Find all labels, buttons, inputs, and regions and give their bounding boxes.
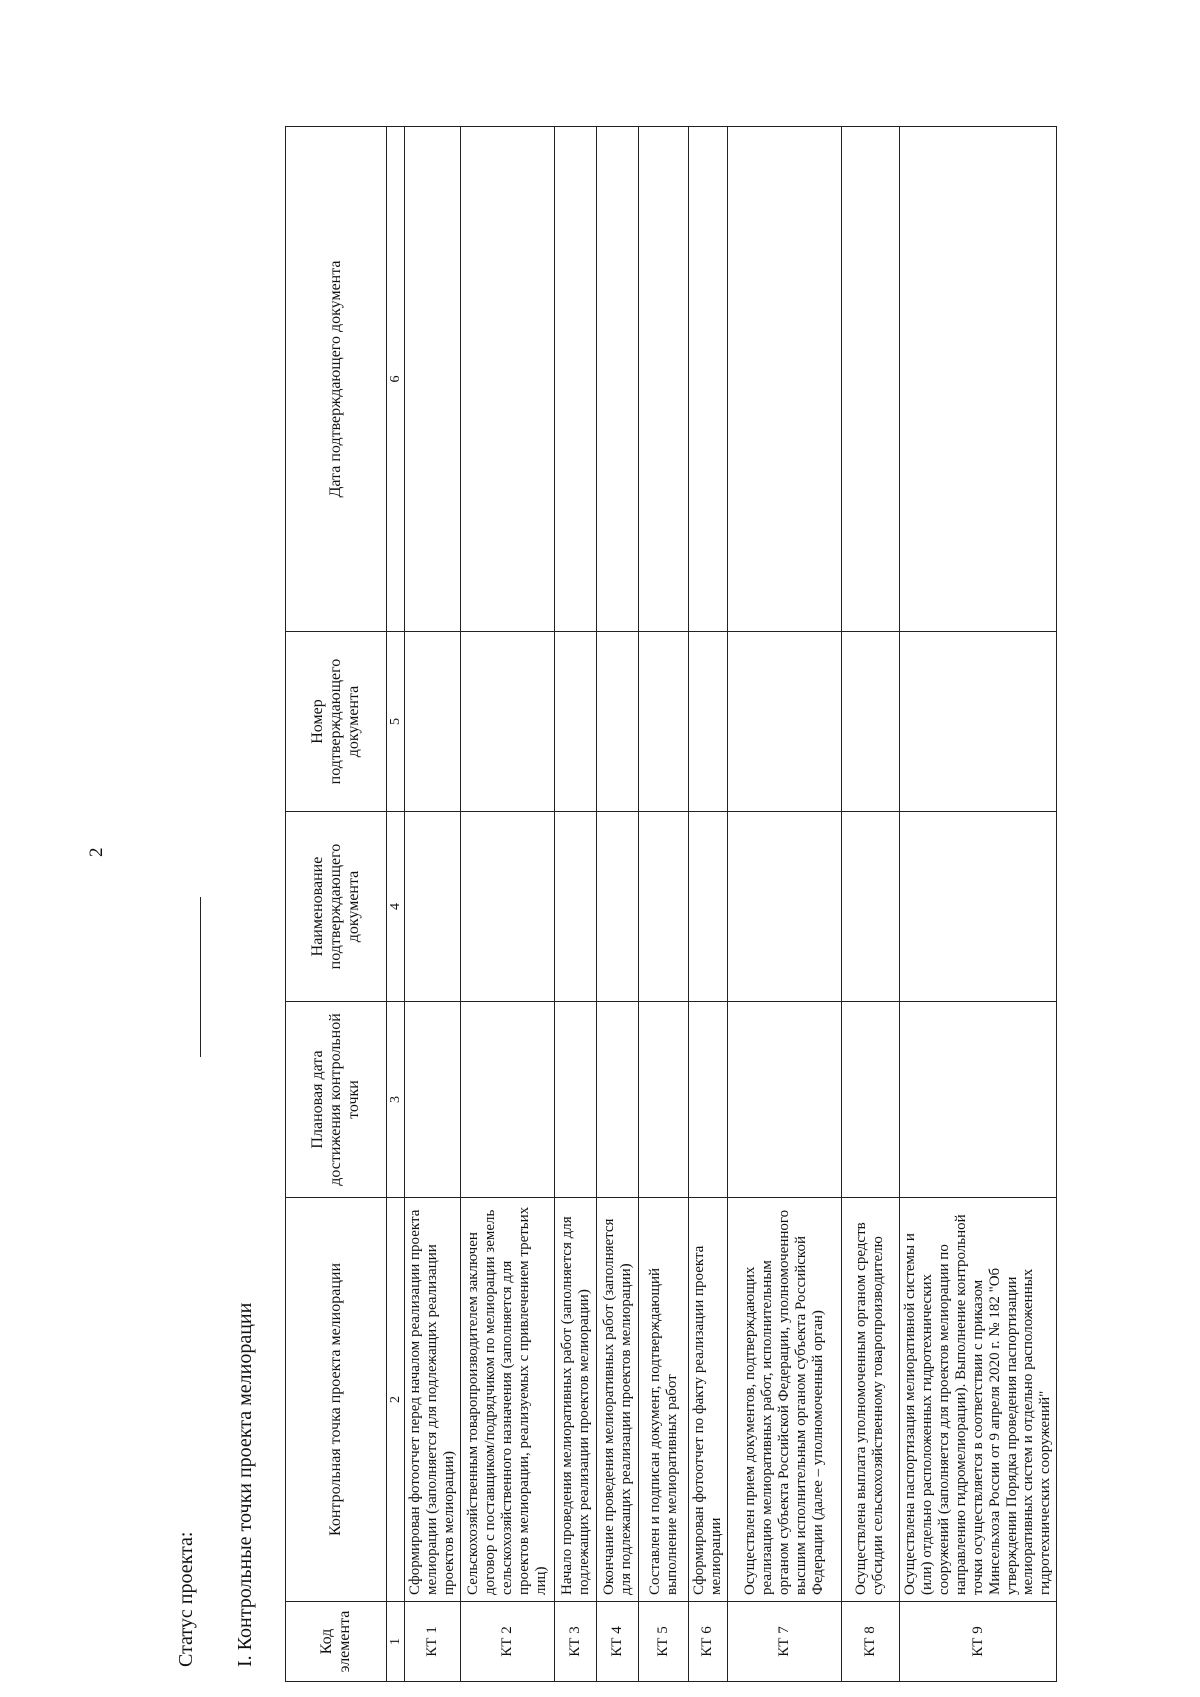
header-code: Код элемента bbox=[286, 1602, 387, 1682]
table-header-row bbox=[286, 127, 387, 1682]
column-number: 4 bbox=[387, 812, 405, 1002]
row-code: КТ 5 bbox=[639, 1602, 689, 1682]
header-document-date: Дата подтверждающего документа bbox=[286, 127, 387, 632]
header-rule bbox=[200, 897, 201, 1057]
status-label: Статус проекта: bbox=[175, 1531, 197, 1667]
document-number-cell bbox=[727, 632, 841, 812]
row-code: КТ 7 bbox=[727, 1602, 841, 1682]
row-description: Осуществлен прием документов, подтверждающих реализацию мелиоративных работ, исполнительным органом субъекта Российской Федерации, уполномоченного высшим исполнительным органом субъекта Российской Федерации (далее – уполномоченный орган) bbox=[727, 1198, 841, 1602]
planned-date-cell bbox=[597, 1002, 639, 1198]
document-name-cell bbox=[727, 812, 841, 1002]
planned-date-cell bbox=[461, 1002, 555, 1198]
document-number-cell bbox=[689, 632, 728, 812]
row-code: КТ 1 bbox=[405, 1602, 461, 1682]
row-description: Сформирован фотоотчет перед началом реализации проекта мелиорации (заполняется для подлежащих реализации проектов мелиорации) bbox=[405, 1198, 461, 1602]
row-code: КТ 4 bbox=[597, 1602, 639, 1682]
document-number-cell bbox=[899, 632, 1056, 812]
document-date-cell bbox=[555, 127, 597, 632]
document-number-cell bbox=[461, 632, 555, 812]
row-description: Осуществлена выплата уполномоченным органом средств субсидии сельскохозяйственному товаропроизводителю bbox=[841, 1198, 899, 1602]
document-date-cell bbox=[727, 127, 841, 632]
header-document-name: Наименование подтверждающего документа bbox=[286, 812, 387, 1002]
planned-date-cell bbox=[689, 1002, 728, 1198]
row-code: КТ 3 bbox=[555, 1602, 597, 1682]
document-date-cell bbox=[461, 127, 555, 632]
header-control-point: Контрольная точка проекта мелиорации bbox=[286, 1198, 387, 1602]
document-number-cell bbox=[639, 632, 689, 812]
planned-date-cell bbox=[555, 1002, 597, 1198]
document-name-cell bbox=[689, 812, 728, 1002]
document-name-cell bbox=[597, 812, 639, 1002]
document-date-cell bbox=[841, 127, 899, 632]
document-name-cell bbox=[555, 812, 597, 1002]
control-points-table bbox=[285, 126, 1057, 1682]
planned-date-cell bbox=[405, 1002, 461, 1198]
page-number: 2 bbox=[86, 847, 107, 857]
planned-date-cell bbox=[639, 1002, 689, 1198]
document-number-cell bbox=[555, 632, 597, 812]
document-date-cell bbox=[405, 127, 461, 632]
document-date-cell bbox=[689, 127, 728, 632]
document-name-cell bbox=[841, 812, 899, 1002]
document-date-cell bbox=[639, 127, 689, 632]
planned-date-cell bbox=[841, 1002, 899, 1198]
table-row bbox=[597, 127, 639, 1682]
row-description: Составлен и подписан документ, подтверждающий выполнение мелиоративных работ bbox=[639, 1198, 689, 1602]
document-name-cell bbox=[639, 812, 689, 1002]
table-row bbox=[689, 127, 728, 1682]
table-row bbox=[899, 127, 1056, 1682]
row-description: Сформирован фотоотчет по факту реализации проекта мелиорации bbox=[689, 1198, 728, 1602]
table-row bbox=[405, 127, 461, 1682]
row-description: Начало проведения мелиоративных работ (заполняется для подлежащих реализации проектов мелиорации) bbox=[555, 1198, 597, 1602]
header-document-number: Номер подтверждающего документа bbox=[286, 632, 387, 812]
column-number: 6 bbox=[387, 127, 405, 632]
column-number: 5 bbox=[387, 632, 405, 812]
table-row bbox=[727, 127, 841, 1682]
row-description: Сельскохозяйственным товаропроизводителем заключен договор с поставщиком/подрядчиком по мелиорации земель сельскохозяйственного назначения (заполняется для проектов мелиорации, реализуемых с привлечением третьих лиц) bbox=[461, 1198, 555, 1602]
row-code: КТ 2 bbox=[461, 1602, 555, 1682]
row-code: КТ 9 bbox=[899, 1602, 1056, 1682]
row-description: Окончание проведения мелиоративных работ (заполняется для подлежащих реализации проектов мелиорации) bbox=[597, 1198, 639, 1602]
planned-date-cell bbox=[899, 1002, 1056, 1198]
row-code: КТ 8 bbox=[841, 1602, 899, 1682]
section-title: I. Контрольные точки проекта мелиорации bbox=[234, 1302, 256, 1667]
document-date-cell bbox=[597, 127, 639, 632]
column-number-row bbox=[387, 127, 405, 1682]
table-row bbox=[841, 127, 899, 1682]
table-row bbox=[461, 127, 555, 1682]
row-description: Осуществлена паспортизация мелиоративной системы и (или) отдельно расположенных гидротехнических сооружений (заполняется для проектов мелиорации по направлению гидромелиорации). Выполнение контрольной точки осуществляется в соответствии с приказом Минсельхоза России от 9 апреля 2020 г. № 182 "Об утверждении Порядка проведения паспортизации мелиоративных систем и отдельно расположенных гидротехнических сооружений" bbox=[899, 1198, 1056, 1602]
document-number-cell bbox=[841, 632, 899, 812]
header-planned-date: Плановая дата достижения контрольной точки bbox=[286, 1002, 387, 1198]
table-row bbox=[639, 127, 689, 1682]
document-date-cell bbox=[899, 127, 1056, 632]
column-number: 3 bbox=[387, 1002, 405, 1198]
document-name-cell bbox=[899, 812, 1056, 1002]
document-name-cell bbox=[405, 812, 461, 1002]
table-row bbox=[555, 127, 597, 1682]
row-code: КТ 6 bbox=[689, 1602, 728, 1682]
document-name-cell bbox=[461, 812, 555, 1002]
document-number-cell bbox=[597, 632, 639, 812]
column-number: 1 bbox=[387, 1602, 405, 1682]
planned-date-cell bbox=[727, 1002, 841, 1198]
document-number-cell bbox=[405, 632, 461, 812]
column-number: 2 bbox=[387, 1198, 405, 1602]
